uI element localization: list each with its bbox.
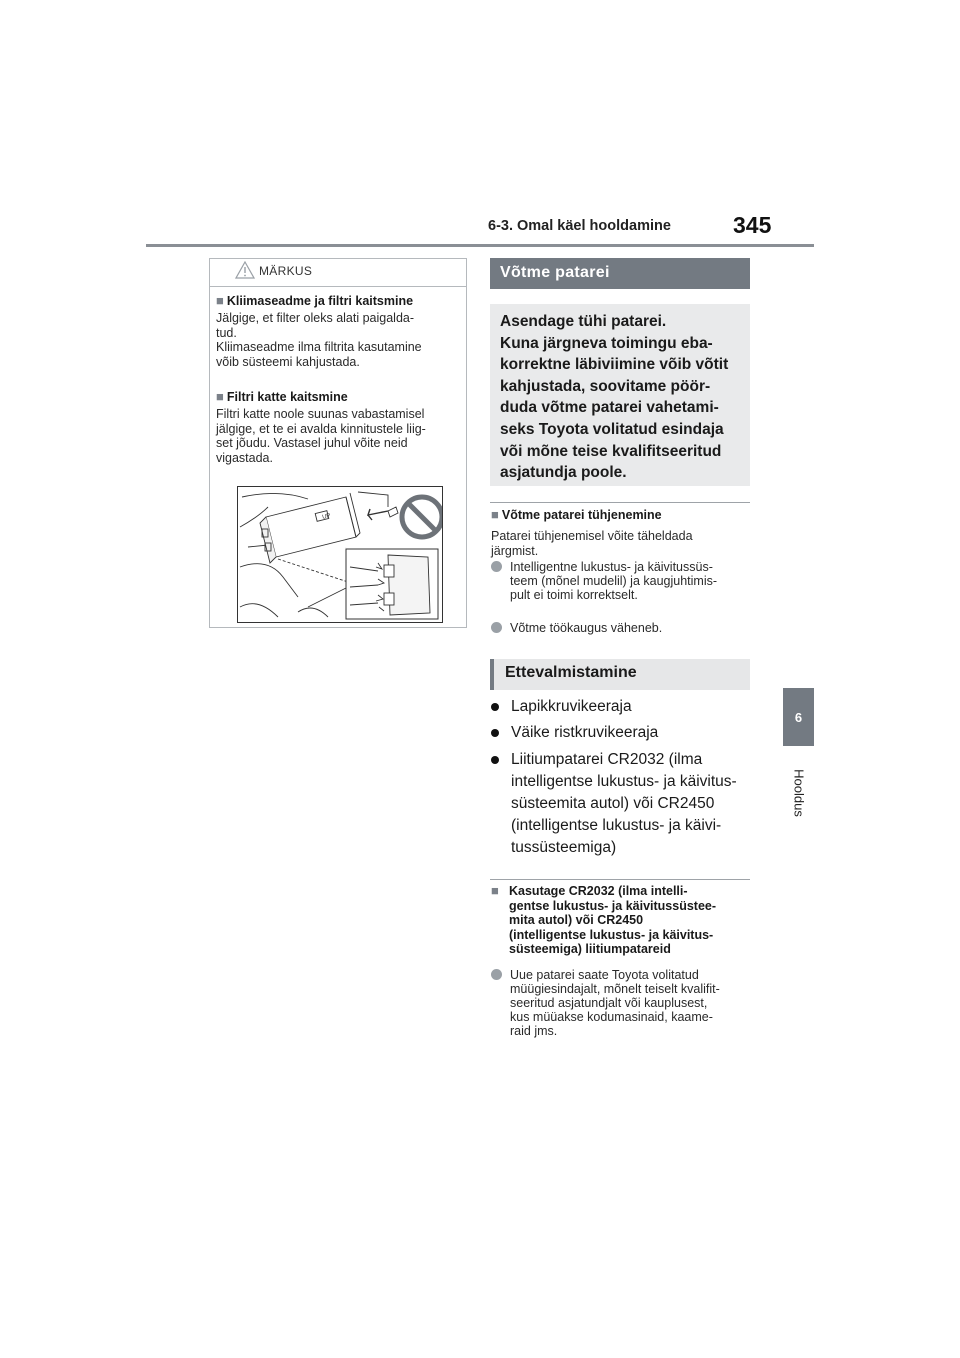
prohibited-icon: [402, 497, 442, 537]
callout-text: Asendage tühi patarei. Kuna järgneva toimingu eba- korrektne läbiviimine võib võtit kahjustada, soovitame pöör- duda võtme patarei vahetami- seks Toyota volitatud esindaja või mõne teise kvalifitseeritud asjatundja poole.: [500, 313, 729, 482]
header-divider: [146, 244, 814, 247]
notice-item-body: Filtri katte noole suunas vabastamisel jälgige, et te ei avalda kinnitustele liig- set jõudu. Vastasel juhul võite neid vigastada.: [216, 407, 426, 465]
notice-header: [210, 259, 466, 287]
circle-bullet-icon: [491, 969, 502, 980]
circle-bullet-icon: [491, 622, 502, 633]
chapter-number: 6: [794, 709, 803, 725]
notice-item-heading: [216, 293, 413, 308]
chapter-tab[interactable]: [783, 688, 814, 746]
list-item-text: Lapikkruvikeeraja: [511, 698, 632, 715]
notice-heading-text: Filtri katte kaitsmine: [226, 390, 348, 404]
filter-cover-illustration: [237, 486, 443, 623]
list-item: [491, 696, 741, 718]
divider: [490, 879, 750, 880]
subsection-body: Patarei tühjenemisel võite täheldada järgmist.: [491, 529, 693, 558]
bullet-icon: [491, 729, 499, 737]
callout-box: [490, 304, 750, 486]
list-item: [491, 749, 741, 859]
square-bullet-icon: ■: [216, 293, 224, 308]
list-item-text: Intelligentne lukustus- ja käivitussüs- teem (mõnel mudelil) ja kaugjuhtimis- pult ei toimi korrektselt.: [510, 560, 718, 602]
bullet-icon: [491, 756, 499, 764]
list-item: [491, 722, 741, 744]
notice-heading-text: Kliimaseadme ja filtri kaitsmine: [226, 294, 414, 308]
subsection-heading: [491, 507, 662, 522]
list-item: [491, 968, 749, 1038]
square-bullet-icon: ■: [216, 389, 224, 404]
section-title: 6-3. Omal käel hooldamine: [488, 218, 671, 234]
subsection-heading-text: Kasutage CR2032 (ilma intelli- gentse lukustus- ja käivitussüstee- mita autol) või CR2450 (intelligentse lukustus- ja käivitus- süsteemiga) liitiumpatareid: [509, 884, 717, 956]
notice-box: [209, 258, 467, 628]
list-item: [491, 560, 731, 602]
filter-cover-drawing: [238, 487, 442, 622]
circle-bullet-icon: [491, 561, 502, 572]
section-header-bar: [490, 258, 750, 289]
chapter-label-container: [782, 758, 816, 828]
subsection-heading: [491, 884, 749, 957]
chapter-label: Hooldus: [791, 769, 807, 817]
list-item-text: Väike ristkruvikeeraja: [511, 724, 659, 741]
list-item-text: Võtme töökaugus väheneb.: [510, 621, 663, 635]
warning-triangle-icon: [235, 261, 255, 279]
notice-title: MÄRKUS: [259, 264, 313, 278]
section-title: Ettevalmistamine: [505, 664, 637, 681]
section-header-bar: [490, 659, 750, 690]
list-item-text: Uue patarei saate Toyota volitatud müügiesindajalt, mõnelt teiselt kvalifit- seeritud asjatundjalt või kauplusest, kus müüakse kodumasinaid, kaame- raid jms.: [510, 968, 720, 1038]
subsection-heading-text: Võtme patarei tühjenemine: [501, 508, 662, 522]
up-label: UP: [321, 513, 332, 521]
divider: [490, 502, 750, 503]
square-bullet-icon: ■: [491, 883, 499, 898]
square-bullet-icon: ■: [491, 507, 499, 522]
notice-item-body: Jälgige, et filter oleks alati paigalda- tud. Kliimaseadme ilma filtrita kasutamine võib süsteemi kahjustada.: [216, 311, 422, 369]
notice-item-heading: [216, 389, 348, 404]
list-item: [491, 621, 731, 635]
page-number: 345: [733, 212, 772, 238]
section-title: Võtme patarei: [500, 264, 610, 281]
bullet-icon: [491, 703, 499, 711]
list-item-text: Liitiumpatarei CR2032 (ilma intelligentse lukustus- ja käivitus- süsteemita autol) või CR2450 (intelligentse lukustus- ja käivi- tussüsteemiga): [511, 751, 737, 856]
